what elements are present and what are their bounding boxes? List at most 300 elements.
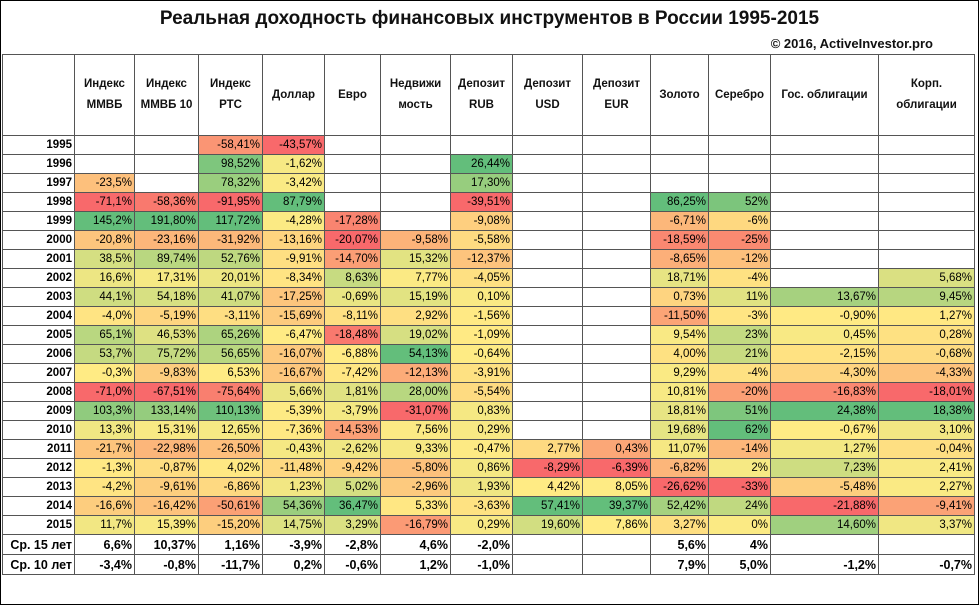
average-label: Ср. 15 лет — [3, 535, 75, 555]
value-cell: -12% — [709, 250, 771, 269]
value-cell: 9,45% — [879, 288, 975, 307]
value-cell — [583, 326, 651, 345]
value-cell: 52,42% — [651, 497, 709, 516]
value-cell: 41,07% — [199, 288, 263, 307]
header-corner — [3, 55, 75, 136]
value-cell — [325, 155, 381, 174]
average-cell: -2,0% — [451, 535, 513, 555]
value-cell: -6,71% — [651, 212, 709, 231]
value-cell: 56,65% — [199, 345, 263, 364]
value-cell: 11,7% — [75, 516, 135, 535]
value-cell — [709, 136, 771, 155]
value-cell — [381, 212, 451, 231]
value-cell: 54,36% — [263, 497, 325, 516]
value-cell: -33% — [709, 478, 771, 497]
value-cell: 9,29% — [651, 364, 709, 383]
average-cell: 0,2% — [263, 555, 325, 575]
column-header: Доллар — [263, 55, 325, 136]
value-cell — [583, 345, 651, 364]
value-cell: -3% — [709, 307, 771, 326]
value-cell: 0% — [709, 516, 771, 535]
table-row — [3, 478, 975, 497]
value-cell — [879, 136, 975, 155]
value-cell: -16,07% — [263, 345, 325, 364]
value-cell: 39,37% — [583, 497, 651, 516]
average-cell — [583, 535, 651, 555]
value-cell: 14,60% — [771, 516, 879, 535]
value-cell — [583, 269, 651, 288]
value-cell — [513, 231, 583, 250]
value-cell: -3,42% — [263, 174, 325, 193]
value-cell: 0,83% — [451, 402, 513, 421]
value-cell — [513, 402, 583, 421]
value-cell: -6,47% — [263, 326, 325, 345]
value-cell: 9,33% — [381, 440, 451, 459]
table-row — [3, 212, 975, 231]
value-cell: -20,07% — [325, 231, 381, 250]
average-cell — [583, 555, 651, 575]
value-cell: -6,86% — [199, 478, 263, 497]
table-row — [3, 231, 975, 250]
value-cell: -4,0% — [75, 307, 135, 326]
value-cell — [771, 193, 879, 212]
table-body — [3, 136, 975, 575]
value-cell — [583, 307, 651, 326]
value-cell: -15,69% — [263, 307, 325, 326]
average-cell: -3,9% — [263, 535, 325, 555]
value-cell: -5,58% — [451, 231, 513, 250]
value-cell: 52,76% — [199, 250, 263, 269]
value-cell — [583, 155, 651, 174]
year-label: 2002 — [3, 269, 75, 288]
value-cell: 0,29% — [451, 421, 513, 440]
value-cell: 1,93% — [451, 478, 513, 497]
value-cell: -71,0% — [75, 383, 135, 402]
value-cell: 1,27% — [879, 307, 975, 326]
value-cell — [771, 250, 879, 269]
value-cell: -1,3% — [75, 459, 135, 478]
value-cell: 18,38% — [879, 402, 975, 421]
value-cell: -17,25% — [263, 288, 325, 307]
value-cell: 46,53% — [135, 326, 199, 345]
value-cell: -6,39% — [583, 459, 651, 478]
value-cell: 0,73% — [651, 288, 709, 307]
column-header: Депозит USD — [513, 55, 583, 136]
value-cell — [513, 136, 583, 155]
average-cell: 4% — [709, 535, 771, 555]
value-cell: -21,7% — [75, 440, 135, 459]
year-label: 2005 — [3, 326, 75, 345]
value-cell: -18,59% — [651, 231, 709, 250]
value-cell: 3,27% — [651, 516, 709, 535]
value-cell: -0,87% — [135, 459, 199, 478]
value-cell: -16,67% — [263, 364, 325, 383]
table-row — [3, 402, 975, 421]
copyright-label: © 2016, ActiveInvestor.pro — [770, 36, 933, 51]
value-cell: 19,02% — [381, 326, 451, 345]
value-cell: 4,02% — [199, 459, 263, 478]
average-cell: 4,6% — [381, 535, 451, 555]
table-row — [3, 516, 975, 535]
value-cell — [583, 212, 651, 231]
table-row — [3, 459, 975, 478]
value-cell: 2,92% — [381, 307, 451, 326]
value-cell: -6,88% — [325, 345, 381, 364]
value-cell — [513, 193, 583, 212]
average-cell — [771, 535, 879, 555]
value-cell: 0,43% — [583, 440, 651, 459]
value-cell: -11,48% — [263, 459, 325, 478]
value-cell: -9,58% — [381, 231, 451, 250]
value-cell: 117,72% — [199, 212, 263, 231]
year-label: 2009 — [3, 402, 75, 421]
value-cell: 62% — [709, 421, 771, 440]
value-cell — [513, 174, 583, 193]
value-cell: 11,07% — [651, 440, 709, 459]
value-cell: 78,32% — [199, 174, 263, 193]
value-cell: -4,05% — [451, 269, 513, 288]
year-label: 2003 — [3, 288, 75, 307]
average-cell: -2,8% — [325, 535, 381, 555]
value-cell: -13,16% — [263, 231, 325, 250]
value-cell: 0,45% — [771, 326, 879, 345]
value-cell: -31,92% — [199, 231, 263, 250]
column-header: Депозит EUR — [583, 55, 651, 136]
value-cell — [583, 383, 651, 402]
value-cell: -16,83% — [771, 383, 879, 402]
value-cell: -0,64% — [451, 345, 513, 364]
average-cell: -1,0% — [451, 555, 513, 575]
value-cell — [513, 326, 583, 345]
year-label: 1996 — [3, 155, 75, 174]
value-cell — [583, 193, 651, 212]
value-cell: -0,3% — [75, 364, 135, 383]
value-cell: 17,30% — [451, 174, 513, 193]
average-cell: 6,6% — [75, 535, 135, 555]
year-label: 1998 — [3, 193, 75, 212]
value-cell: -0,67% — [771, 421, 879, 440]
value-cell: 110,13% — [199, 402, 263, 421]
value-cell: -39,51% — [451, 193, 513, 212]
value-cell — [381, 193, 451, 212]
value-cell — [879, 155, 975, 174]
value-cell: -0,90% — [771, 307, 879, 326]
value-cell — [651, 136, 709, 155]
table-row — [3, 326, 975, 345]
column-header: Индекс ММВБ 10 — [135, 55, 199, 136]
value-cell: 0,10% — [451, 288, 513, 307]
average-cell: 5,6% — [651, 535, 709, 555]
value-cell: -8,11% — [325, 307, 381, 326]
value-cell — [583, 421, 651, 440]
column-header: Депозит RUB — [451, 55, 513, 136]
column-header: Индекс РТС — [199, 55, 263, 136]
value-cell: -1,56% — [451, 307, 513, 326]
value-cell — [771, 174, 879, 193]
value-cell: 38,5% — [75, 250, 135, 269]
table-row — [3, 497, 975, 516]
value-cell: 54,18% — [135, 288, 199, 307]
value-cell: 53,7% — [75, 345, 135, 364]
value-cell: -9,91% — [263, 250, 325, 269]
value-cell: -12,13% — [381, 364, 451, 383]
value-cell — [651, 155, 709, 174]
value-cell: 7,56% — [381, 421, 451, 440]
table-row — [3, 307, 975, 326]
average-cell: -11,7% — [199, 555, 263, 575]
average-cell: 1,16% — [199, 535, 263, 555]
value-cell: 15,19% — [381, 288, 451, 307]
value-cell: 4,42% — [513, 478, 583, 497]
value-cell — [583, 250, 651, 269]
value-cell: 89,74% — [135, 250, 199, 269]
value-cell — [879, 212, 975, 231]
value-cell: 13,67% — [771, 288, 879, 307]
value-cell — [381, 136, 451, 155]
year-label: 2000 — [3, 231, 75, 250]
table-row — [3, 250, 975, 269]
average-cell: -3,4% — [75, 555, 135, 575]
value-cell: -1,62% — [263, 155, 325, 174]
value-cell: -5,80% — [381, 459, 451, 478]
value-cell: -91,95% — [199, 193, 263, 212]
value-cell: -31,07% — [381, 402, 451, 421]
year-label: 2004 — [3, 307, 75, 326]
value-cell: -14,70% — [325, 250, 381, 269]
value-cell: -4% — [709, 269, 771, 288]
value-cell: -14% — [709, 440, 771, 459]
value-cell: 28,00% — [381, 383, 451, 402]
value-cell: -11,50% — [651, 307, 709, 326]
value-cell: 3,10% — [879, 421, 975, 440]
value-cell: 8,05% — [583, 478, 651, 497]
value-cell — [879, 174, 975, 193]
value-cell: -26,62% — [651, 478, 709, 497]
value-cell: 23% — [709, 326, 771, 345]
value-cell — [879, 250, 975, 269]
value-cell: -4% — [709, 364, 771, 383]
value-cell: 3,29% — [325, 516, 381, 535]
value-cell: -0,47% — [451, 440, 513, 459]
value-cell — [583, 364, 651, 383]
table-row — [3, 269, 975, 288]
value-cell: -2,96% — [381, 478, 451, 497]
value-cell — [135, 174, 199, 193]
value-cell: -7,42% — [325, 364, 381, 383]
year-label: 2015 — [3, 516, 75, 535]
value-cell: 0,29% — [451, 516, 513, 535]
value-cell: 19,60% — [513, 516, 583, 535]
value-cell — [709, 174, 771, 193]
value-cell: -50,61% — [199, 497, 263, 516]
value-cell: 26,44% — [451, 155, 513, 174]
column-header: Индекс ММВБ — [75, 55, 135, 136]
value-cell: 2,27% — [879, 478, 975, 497]
average-cell: -0,8% — [135, 555, 199, 575]
value-cell: -58,41% — [199, 136, 263, 155]
value-cell — [325, 193, 381, 212]
average-row — [3, 535, 975, 555]
value-cell — [513, 269, 583, 288]
table-row — [3, 193, 975, 212]
value-cell: 65,1% — [75, 326, 135, 345]
value-cell: -9,08% — [451, 212, 513, 231]
value-cell: 17,31% — [135, 269, 199, 288]
value-cell: 5,02% — [325, 478, 381, 497]
value-cell: -0,69% — [325, 288, 381, 307]
year-label: 1997 — [3, 174, 75, 193]
value-cell — [771, 136, 879, 155]
value-cell — [513, 155, 583, 174]
value-cell: -22,98% — [135, 440, 199, 459]
value-cell: 6,53% — [199, 364, 263, 383]
year-label: 2007 — [3, 364, 75, 383]
value-cell: 8,63% — [325, 269, 381, 288]
value-cell: -23,16% — [135, 231, 199, 250]
value-cell: -6,82% — [651, 459, 709, 478]
value-cell: 1,23% — [263, 478, 325, 497]
year-label: 2014 — [3, 497, 75, 516]
value-cell — [771, 155, 879, 174]
value-cell: -12,37% — [451, 250, 513, 269]
value-cell — [513, 383, 583, 402]
value-cell: 54,13% — [381, 345, 451, 364]
column-header: Евро — [325, 55, 381, 136]
value-cell: 133,14% — [135, 402, 199, 421]
value-cell: 86,25% — [651, 193, 709, 212]
table-row — [3, 383, 975, 402]
value-cell — [135, 136, 199, 155]
value-cell: -9,41% — [879, 497, 975, 516]
returns-table — [2, 54, 975, 575]
value-cell: -21,88% — [771, 497, 879, 516]
value-cell: 36,47% — [325, 497, 381, 516]
value-cell — [771, 212, 879, 231]
value-cell: -43,57% — [263, 136, 325, 155]
value-cell: 11% — [709, 288, 771, 307]
table-row — [3, 364, 975, 383]
chart-title: Реальная доходность финансовых инструментов в России 1995-2015 — [159, 8, 820, 29]
value-cell: 24% — [709, 497, 771, 516]
value-cell: -16,79% — [381, 516, 451, 535]
value-cell: 19,68% — [651, 421, 709, 440]
column-header: Золото — [651, 55, 709, 136]
value-cell: -9,83% — [135, 364, 199, 383]
column-header: Серебро — [709, 55, 771, 136]
value-cell: -3,79% — [325, 402, 381, 421]
average-cell: -1,2% — [771, 555, 879, 575]
value-cell: -6% — [709, 212, 771, 231]
value-cell: 2,77% — [513, 440, 583, 459]
value-cell: -0,43% — [263, 440, 325, 459]
average-cell — [879, 535, 975, 555]
column-header: Недвижи мость — [381, 55, 451, 136]
value-cell — [513, 364, 583, 383]
value-cell: 14,75% — [263, 516, 325, 535]
average-cell: 7,9% — [651, 555, 709, 575]
value-cell: -75,64% — [199, 383, 263, 402]
value-cell: -15,20% — [199, 516, 263, 535]
value-cell — [75, 136, 135, 155]
value-cell: 0,28% — [879, 326, 975, 345]
value-cell: -5,54% — [451, 383, 513, 402]
value-cell — [513, 250, 583, 269]
average-cell: -0,6% — [325, 555, 381, 575]
average-cell — [513, 555, 583, 575]
value-cell: 7,86% — [583, 516, 651, 535]
value-cell: -2,15% — [771, 345, 879, 364]
year-label: 2010 — [3, 421, 75, 440]
average-cell: 10,37% — [135, 535, 199, 555]
value-cell: 103,3% — [75, 402, 135, 421]
value-cell: 15,32% — [381, 250, 451, 269]
value-cell — [583, 174, 651, 193]
value-cell — [583, 288, 651, 307]
value-cell: -3,63% — [451, 497, 513, 516]
value-cell: -23,5% — [75, 174, 135, 193]
value-cell: 51% — [709, 402, 771, 421]
value-cell: -4,30% — [771, 364, 879, 383]
value-cell: 13,3% — [75, 421, 135, 440]
value-cell — [583, 136, 651, 155]
value-cell: -26,50% — [199, 440, 263, 459]
value-cell — [513, 288, 583, 307]
year-label: 2011 — [3, 440, 75, 459]
value-cell: -7,36% — [263, 421, 325, 440]
value-cell — [135, 155, 199, 174]
table-row — [3, 136, 975, 155]
value-cell: -16,42% — [135, 497, 199, 516]
value-cell — [583, 231, 651, 250]
value-cell: 18,81% — [651, 402, 709, 421]
header-row — [3, 55, 975, 136]
average-cell: -0,7% — [879, 555, 975, 575]
value-cell: 15,39% — [135, 516, 199, 535]
value-cell: 3,37% — [879, 516, 975, 535]
value-cell: -3,91% — [451, 364, 513, 383]
table-row — [3, 421, 975, 440]
value-cell: 2% — [709, 459, 771, 478]
value-cell: -0,68% — [879, 345, 975, 364]
average-row — [3, 555, 975, 575]
value-cell: 7,77% — [381, 269, 451, 288]
value-cell: 5,66% — [263, 383, 325, 402]
value-cell: 145,2% — [75, 212, 135, 231]
average-label: Ср. 10 лет — [3, 555, 75, 575]
table-row — [3, 155, 975, 174]
value-cell: 87,79% — [263, 193, 325, 212]
value-cell — [879, 231, 975, 250]
average-cell — [513, 535, 583, 555]
value-cell: 18,71% — [651, 269, 709, 288]
table-row — [3, 345, 975, 364]
value-cell: -8,65% — [651, 250, 709, 269]
value-cell — [325, 174, 381, 193]
value-cell — [381, 174, 451, 193]
column-header: Корп. облигации — [879, 55, 975, 136]
value-cell — [583, 402, 651, 421]
value-cell: 5,33% — [381, 497, 451, 516]
average-cell: 5,0% — [709, 555, 771, 575]
year-label: 2008 — [3, 383, 75, 402]
value-cell: 44,1% — [75, 288, 135, 307]
value-cell: 75,72% — [135, 345, 199, 364]
year-label: 1995 — [3, 136, 75, 155]
value-cell — [709, 155, 771, 174]
value-cell: 5,68% — [879, 269, 975, 288]
value-cell: 24,38% — [771, 402, 879, 421]
value-cell: 52% — [709, 193, 771, 212]
